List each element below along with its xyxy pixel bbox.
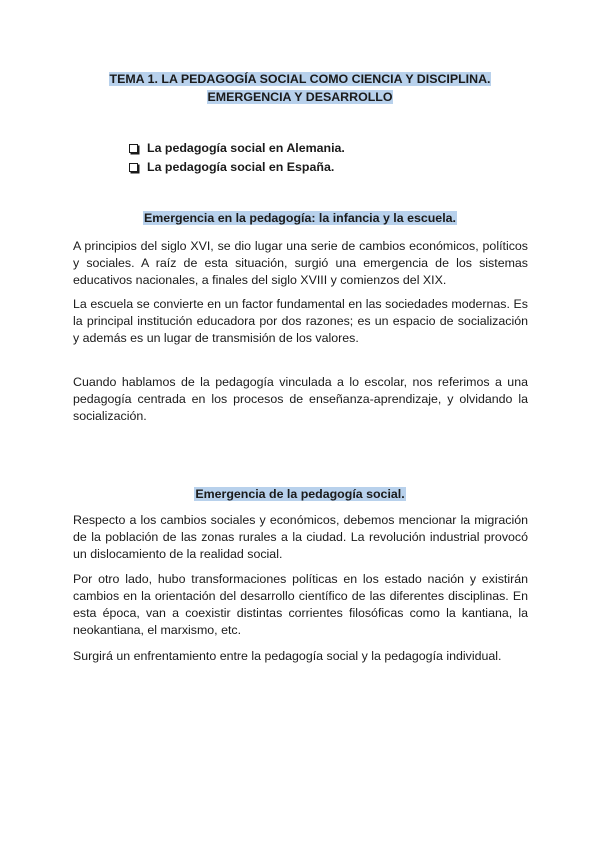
section-1-heading-text: Emergencia en la pedagogía: la infancia y la escuela. xyxy=(144,211,456,225)
paragraph: Surgirá un enfrentamiento entre la pedagogía social y la pedagogía individual. xyxy=(73,649,502,663)
list-item-label: La pedagogía social en Alemania. xyxy=(147,141,345,155)
paragraph: Respecto a los cambios sociales y económicos, debemos mencionar la migración de la población de las zonas rurales a la ciudad. La revolución industrial provocó un dislocamiento de la realidad social. xyxy=(73,513,528,561)
section-2-heading-text: Emergencia de la pedagogía social. xyxy=(195,487,405,501)
topic-list xyxy=(128,139,345,177)
title-line-2: EMERGENCIA Y DESARROLLO xyxy=(207,90,393,104)
document-title xyxy=(0,70,600,106)
paragraph: A principios del siglo XVI, se dio lugar una serie de cambios económicos, políticos y sociales. A raíz de esta situación, surgió una emergencia de los sistemas educativos nacionales, a finales del siglo XVIII y comienzos del XIX. xyxy=(73,239,528,287)
checkbox-bullet-icon xyxy=(129,144,138,153)
list-item xyxy=(128,158,345,177)
paragraph: Cuando hablamos de la pedagogía vinculada a lo escolar, nos referimos a una pedagogía centrada en los procesos de enseñanza-aprendizaje, y olvidando la socialización. xyxy=(73,375,528,423)
paragraph: Por otro lado, hubo transformaciones políticas en los estado nación y existirán cambios en la orientación del desarrollo científico de las diferentes disciplinas. En esta época, van a coexistir distintas corrientes filosóficas como la kantiana, la neokantiana, el marxismo, etc. xyxy=(73,572,528,637)
title-line-1: TEMA 1. LA PEDAGOGÍA SOCIAL COMO CIENCIA Y DISCIPLINA. xyxy=(109,72,491,86)
paragraph: La escuela se convierte en un factor fundamental en las sociedades modernas. Es la principal institución educadora por dos razones; es un espacio de socialización y además es un lugar de transmisión de los valores. xyxy=(73,297,528,345)
section-1-heading xyxy=(0,210,600,226)
section-2-heading xyxy=(0,486,600,502)
checkbox-bullet-icon xyxy=(129,163,138,172)
list-item-label: La pedagogía social en España. xyxy=(147,160,335,174)
list-item xyxy=(128,139,345,158)
